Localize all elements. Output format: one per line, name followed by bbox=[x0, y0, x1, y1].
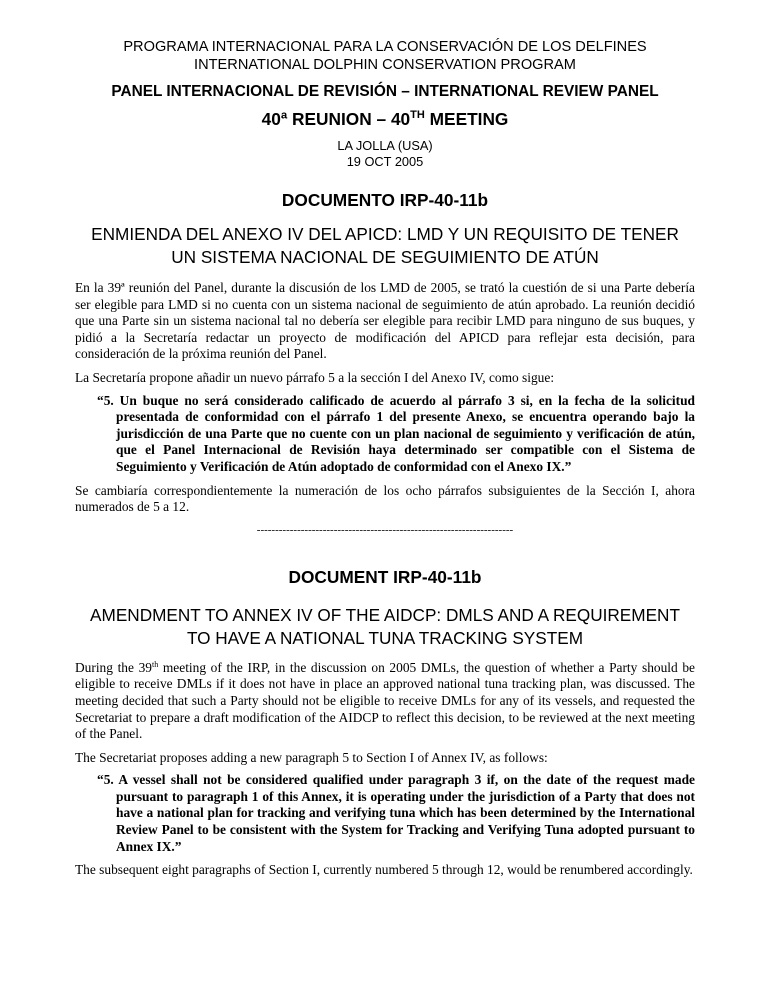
meeting-suffix: MEETING bbox=[424, 109, 509, 129]
paragraph-es-2: La Secretaría propone añadir un nuevo párrafo 5 a la sección I del Anexo IV, como sigue: bbox=[75, 369, 555, 385]
meeting-superscript: TH bbox=[410, 109, 425, 121]
paragraph-es-1: En la 39ª reunión del Panel, durante la discusión de los LMD de 2005, se trató la cuestión de si una Parte debería ser elegible para LMD si no cuenta con un sistema nacional de seguimiento de atún aprobado. La reunión decidió que una Parte sin un sistema nacional tal no debería ser elegible para recibir LMD para ninguno de sus buques, y pidió a la Secretaría redactar un proyecto de modificación del APICD para reflejar esta decisión, para consideración de la próxima reunión del Panel. bbox=[75, 280, 695, 362]
meeting-number bbox=[75, 108, 695, 130]
paragraph-en-1-prefix: During the 39 bbox=[75, 659, 152, 675]
program-name-en: INTERNATIONAL DOLPHIN CONSERVATION PROGRAM bbox=[194, 57, 576, 73]
program-name-es: PROGRAMA INTERNACIONAL PARA LA CONSERVACIÓN DE LOS DELFINES bbox=[123, 39, 647, 55]
meeting-prefix: 40ª REUNION – 40 bbox=[261, 109, 411, 129]
quote-es: “5. Un buque no será considerado calificado de acuerdo al párrafo 3 si, en la fecha de la solicitud presentada de conformidad con el párrafo 1 del presente Anexo, se encuentra operando bajo la jurisdicción de una Parte que no cuente con un plan nacional de seguimiento y verificación de atún, que el Panel Internacional de Revisión haya determinado ser compatible con el Sistema de Seguimiento y Verificación de Atún adoptado de conformidad con el Anexo IX.” bbox=[97, 392, 695, 474]
panel-name: PANEL INTERNACIONAL DE REVISIÓN – INTERNATIONAL REVIEW PANEL bbox=[111, 83, 659, 100]
doc-title-es: ENMIENDA DEL ANEXO IV DEL APICD: LMD Y UN REQUISITO DE TENER UN SISTEMA NACIONAL DE SEGUIMIENTO DE ATÚN bbox=[91, 224, 679, 267]
paragraph-en-1 bbox=[75, 660, 695, 743]
quote-en: “5. A vessel shall not be considered qualified under paragraph 3 if, on the date of the request made pursuant to paragraph 1 of this Annex, it is operating under the jurisdiction of a Party that does not have a national plan for tracking and verifying tuna which has been determined by the International Review Panel to be consistent with the System for Tracking and Verifying Tuna adopted pursuant to Annex IX.” bbox=[97, 772, 695, 854]
paragraph-en-3: The subsequent eight paragraphs of Section I, currently numbered 5 through 12, would be renumbered accordingly. bbox=[75, 862, 693, 878]
paragraph-en-1-rest: meeting of the IRP, in the discussion on 2005 DMLs, the question of whether a Party should be eligible to receive DMLs if it does not have in place an approved national tuna tracking plan, was discussed. The meeting decided that such a Party should not be eligible to receive DMLs for any of its vessels, and requested the Secretariat to prepare a draft modification of the AIDCP to reflect this decision, to be reviewed at the next meeting of the Panel. bbox=[75, 659, 695, 742]
section-separator: ---------------------------------------------------------------------- bbox=[256, 523, 514, 536]
document-page bbox=[75, 38, 695, 879]
meeting-location: LA JOLLA (USA) bbox=[337, 138, 433, 153]
doc-title-en: AMENDMENT TO ANNEX IV OF THE AIDCP: DMLS AND A REQUIREMENT TO HAVE A NATIONAL TUNA TRACKING SYSTEM bbox=[90, 604, 680, 648]
doc-id-es: DOCUMENTO IRP-40-11b bbox=[281, 190, 489, 210]
doc-id-en: DOCUMENT IRP-40-11b bbox=[288, 566, 482, 587]
paragraph-es-3: Se cambiaría correspondientemente la numeración de los ocho párrafos subsiguientes de la Sección I, ahora numerados de 5 a 12. bbox=[75, 482, 695, 515]
meeting-date: 19 OCT 2005 bbox=[346, 154, 424, 169]
ordinal-superscript: th bbox=[152, 659, 159, 669]
paragraph-en-2: The Secretariat proposes adding a new paragraph 5 to Section I of Annex IV, as follows: bbox=[75, 749, 548, 765]
